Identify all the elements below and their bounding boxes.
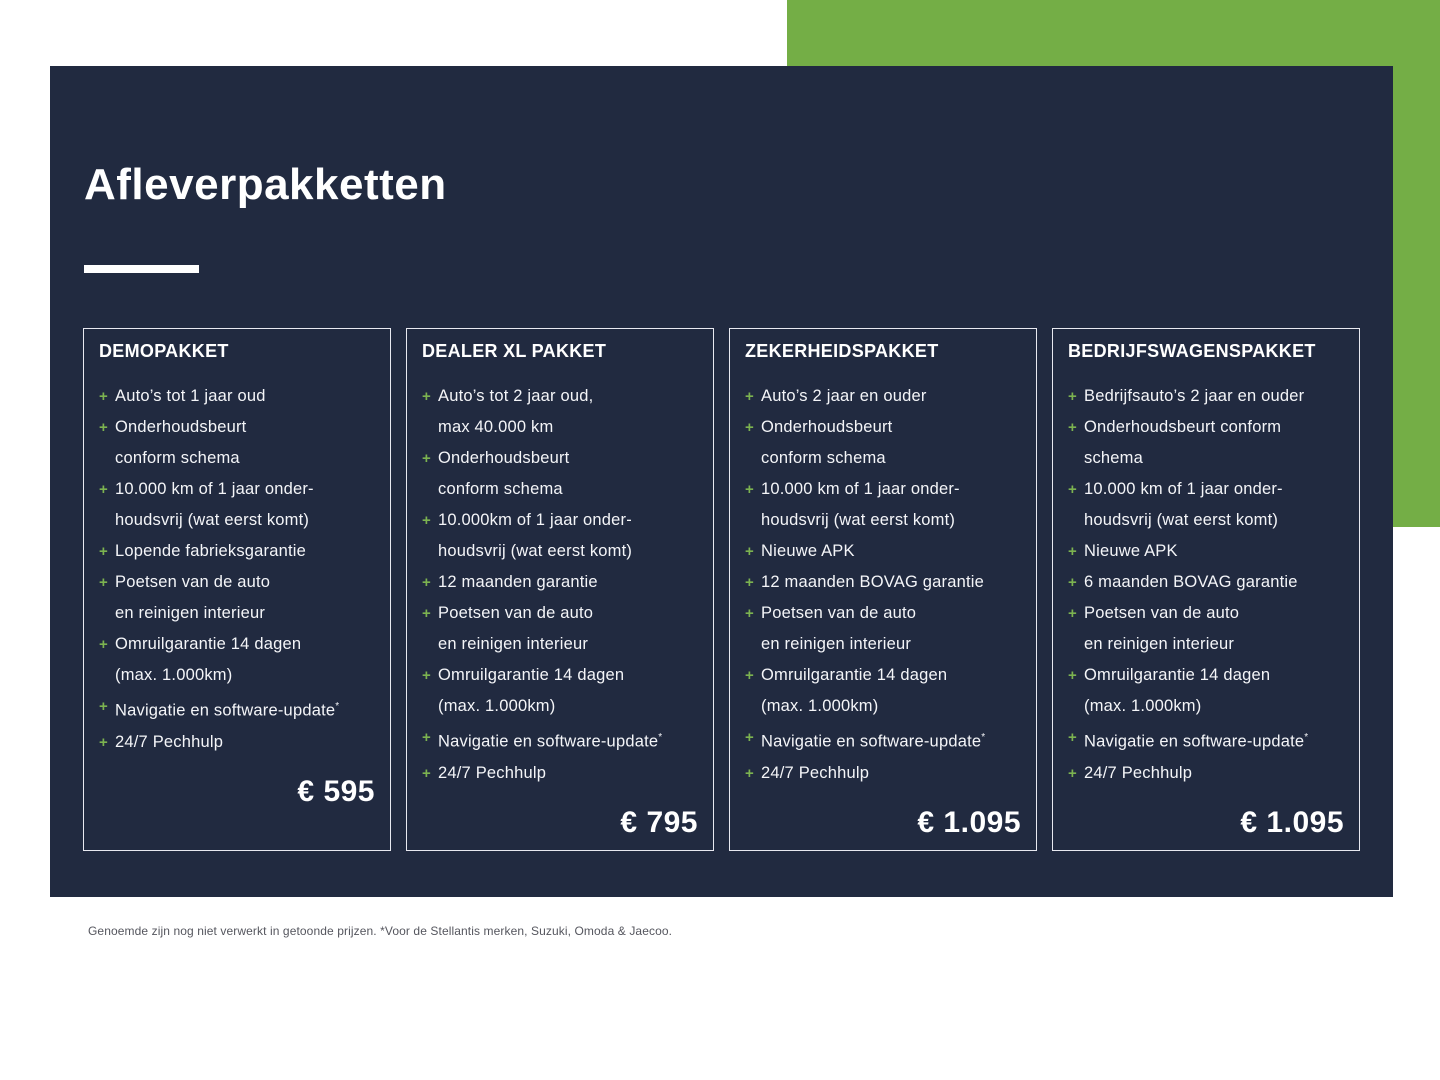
plus-icon: + xyxy=(99,574,108,591)
plus-icon: + xyxy=(745,667,754,684)
plus-icon: + xyxy=(745,481,754,498)
feature-item xyxy=(1068,381,1344,412)
feature-item xyxy=(745,412,1021,474)
feature-item xyxy=(422,722,698,758)
feature-item xyxy=(99,629,375,691)
plus-icon: + xyxy=(422,574,431,591)
plus-icon: + xyxy=(1068,729,1077,746)
feature-item xyxy=(745,758,1021,789)
package-price: € 1.095 xyxy=(1240,805,1344,839)
feature-item xyxy=(745,598,1021,660)
feature-item xyxy=(1068,722,1344,758)
plus-icon: + xyxy=(422,450,431,467)
plus-icon: + xyxy=(745,419,754,436)
feature-text: 6 maanden BOVAG garantie xyxy=(1084,573,1298,591)
feature-text: Nieuwe APK xyxy=(1084,542,1178,560)
feature-text: Omruilgarantie 14 dagen (max. 1.000km) xyxy=(438,666,625,715)
feature-item xyxy=(1068,758,1344,789)
feature-item xyxy=(99,474,375,536)
feature-list xyxy=(745,381,1021,789)
plus-icon: + xyxy=(1068,667,1077,684)
feature-item xyxy=(745,567,1021,598)
feature-text: Navigatie en software-update* xyxy=(761,732,986,751)
feature-item xyxy=(99,381,375,412)
feature-text: Auto’s 2 jaar en ouder xyxy=(761,387,927,405)
asterisk-footnote-marker: * xyxy=(658,732,663,743)
plus-icon: + xyxy=(745,543,754,560)
feature-item xyxy=(99,567,375,629)
feature-item xyxy=(745,474,1021,536)
plus-icon: + xyxy=(99,698,108,715)
page-title: Afleverpakketten xyxy=(84,160,447,209)
feature-text: Bedrijfsauto’s 2 jaar en ouder xyxy=(1084,387,1305,405)
feature-text: 24/7 Pechhulp xyxy=(115,732,224,751)
feature-item xyxy=(1068,567,1344,598)
feature-text: Poetsen van de auto en reinigen interieur xyxy=(1084,604,1240,653)
feature-item xyxy=(99,691,375,727)
feature-text: 12 maanden BOVAG garantie xyxy=(761,573,984,591)
feature-item xyxy=(745,660,1021,722)
asterisk-footnote-marker: * xyxy=(335,701,340,712)
feature-item xyxy=(1068,598,1344,660)
feature-item xyxy=(422,443,698,505)
feature-text: Onderhoudsbeurt conform schema xyxy=(115,418,247,467)
package-card xyxy=(1052,328,1360,851)
feature-item xyxy=(745,381,1021,412)
package-card xyxy=(83,328,391,851)
plus-icon: + xyxy=(1068,574,1077,591)
plus-icon: + xyxy=(745,605,754,622)
feature-item xyxy=(1068,412,1344,474)
asterisk-footnote-marker: * xyxy=(981,732,986,743)
plus-icon: + xyxy=(1068,419,1077,436)
feature-item xyxy=(99,412,375,474)
plus-icon: + xyxy=(1068,481,1077,498)
feature-text: Onderhoudsbeurt conform schema xyxy=(1084,418,1282,467)
package-price: € 795 xyxy=(620,805,698,839)
package-price: € 1.095 xyxy=(917,805,1021,839)
feature-item xyxy=(422,598,698,660)
feature-text: Poetsen van de auto en reinigen interieur xyxy=(438,604,594,653)
feature-text: Poetsen van de auto en reinigen interieur xyxy=(115,573,271,622)
feature-item xyxy=(422,660,698,722)
feature-item xyxy=(99,727,375,758)
plus-icon: + xyxy=(1068,388,1077,405)
package-card xyxy=(406,328,714,851)
package-title: DEALER XL PAKKET xyxy=(422,341,607,361)
feature-text: Poetsen van de auto en reinigen interieur xyxy=(761,604,917,653)
feature-item xyxy=(422,505,698,567)
plus-icon: + xyxy=(422,764,431,782)
plus-icon: + xyxy=(422,388,431,405)
feature-text: Nieuwe APK xyxy=(761,542,855,560)
plus-icon: + xyxy=(99,543,108,560)
packages-row xyxy=(83,328,1360,851)
feature-text: Omruilgarantie 14 dagen (max. 1.000km) xyxy=(115,635,302,684)
feature-item xyxy=(745,722,1021,758)
feature-text: 10.000 km of 1 jaar onder- houdsvrij (wat eerst komt) xyxy=(1084,480,1283,529)
feature-text: 24/7 Pechhulp xyxy=(438,763,547,782)
feature-text: Auto’s tot 2 jaar oud, max 40.000 km xyxy=(438,387,594,436)
package-price: € 595 xyxy=(297,774,375,808)
feature-item xyxy=(1068,474,1344,536)
feature-text: 12 maanden garantie xyxy=(438,573,598,591)
plus-icon: + xyxy=(1068,764,1077,782)
feature-list xyxy=(99,381,375,758)
plus-icon: + xyxy=(745,574,754,591)
feature-text: Onderhoudsbeurt conform schema xyxy=(761,418,893,467)
package-title: BEDRIJFSWAGENSPAKKET xyxy=(1068,341,1316,361)
feature-text: 24/7 Pechhulp xyxy=(1084,763,1193,782)
main-panel xyxy=(50,66,1393,897)
footnote: Genoemde zijn nog niet verwerkt in getoonde prijzen. *Voor de Stellantis merken, Suzuki, Omoda & Jaecoo. xyxy=(88,924,673,938)
feature-text: Lopende fabrieksgarantie xyxy=(115,542,307,560)
plus-icon: + xyxy=(745,729,754,746)
plus-icon: + xyxy=(99,419,108,436)
feature-text: 24/7 Pechhulp xyxy=(761,763,870,782)
feature-item xyxy=(1068,660,1344,722)
feature-item xyxy=(1068,536,1344,567)
feature-text: Omruilgarantie 14 dagen (max. 1.000km) xyxy=(761,666,948,715)
asterisk-footnote-marker: * xyxy=(1304,732,1309,743)
feature-item xyxy=(422,758,698,789)
feature-item xyxy=(422,567,698,598)
feature-text: 10.000 km of 1 jaar onder- houdsvrij (wat eerst komt) xyxy=(115,480,314,529)
feature-text: Onderhoudsbeurt conform schema xyxy=(438,449,570,498)
feature-text: 10.000km of 1 jaar onder- houdsvrij (wat eerst komt) xyxy=(438,511,633,560)
plus-icon: + xyxy=(422,729,431,746)
feature-text: Auto’s tot 1 jaar oud xyxy=(115,387,266,405)
plus-icon: + xyxy=(745,764,754,782)
feature-text: Navigatie en software-update* xyxy=(1084,732,1309,751)
feature-item xyxy=(99,536,375,567)
feature-item xyxy=(422,381,698,443)
plus-icon: + xyxy=(1068,543,1077,560)
feature-text: Navigatie en software-update* xyxy=(438,732,663,751)
plus-icon: + xyxy=(1068,605,1077,622)
plus-icon: + xyxy=(422,512,431,529)
package-card xyxy=(729,328,1037,851)
package-title: DEMOPAKKET xyxy=(99,341,229,361)
plus-icon: + xyxy=(422,605,431,622)
plus-icon: + xyxy=(745,388,754,405)
package-title: ZEKERHEIDSPAKKET xyxy=(745,341,939,361)
feature-text: 10.000 km of 1 jaar onder- houdsvrij (wat eerst komt) xyxy=(761,480,960,529)
plus-icon: + xyxy=(99,636,108,653)
title-underline xyxy=(84,265,199,273)
feature-text: Omruilgarantie 14 dagen (max. 1.000km) xyxy=(1084,666,1271,715)
plus-icon: + xyxy=(99,733,108,751)
feature-item xyxy=(745,536,1021,567)
plus-icon: + xyxy=(99,388,108,405)
feature-text: Navigatie en software-update* xyxy=(115,701,340,720)
plus-icon: + xyxy=(99,481,108,498)
feature-list xyxy=(1068,381,1344,789)
feature-list xyxy=(422,381,698,789)
plus-icon: + xyxy=(422,667,431,684)
